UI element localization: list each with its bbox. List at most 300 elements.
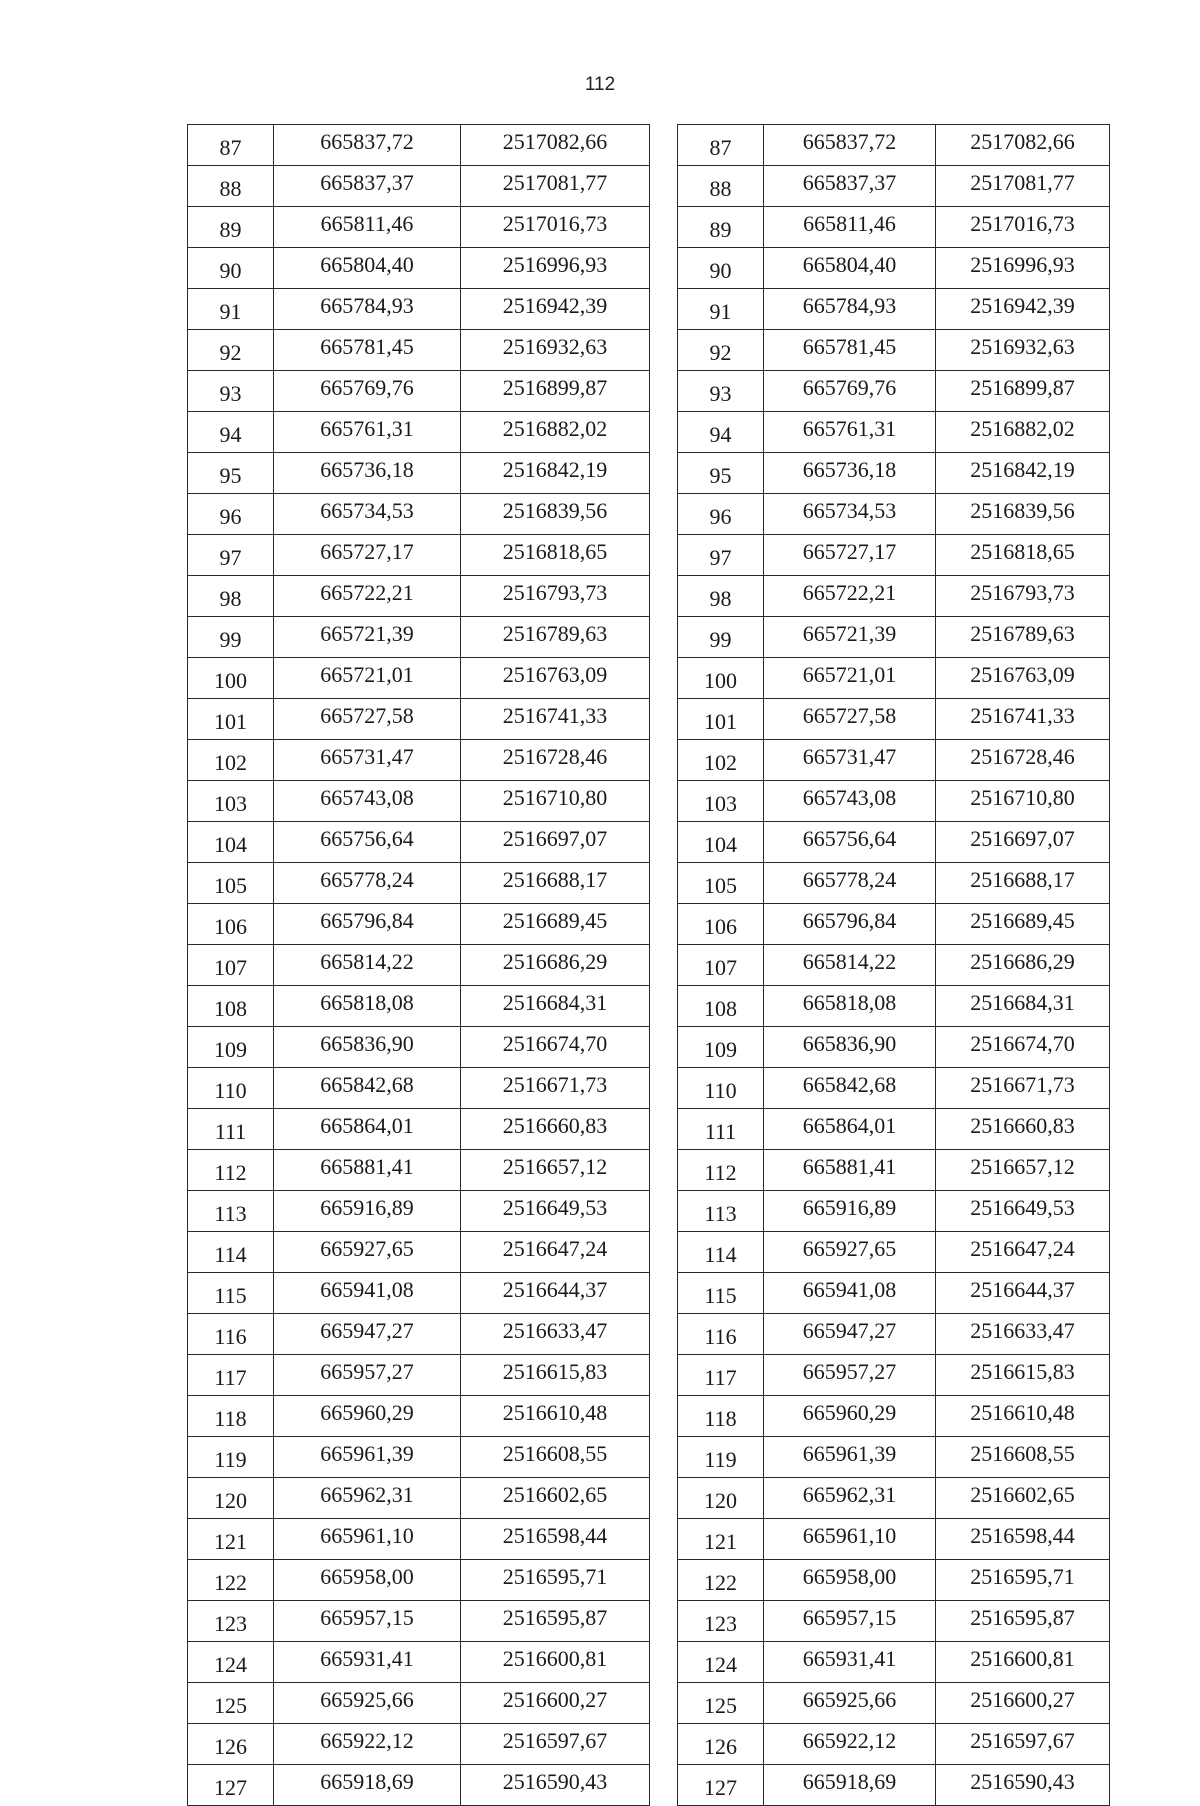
y-coordinate-cell: 2516684,31 bbox=[936, 986, 1110, 1027]
x-coordinate-cell: 665818,08 bbox=[274, 986, 461, 1027]
table-row bbox=[678, 166, 1110, 207]
y-coordinate-cell: 2516899,87 bbox=[461, 371, 650, 412]
y-coordinate-cell: 2516789,63 bbox=[461, 617, 650, 658]
table-row bbox=[678, 535, 1110, 576]
y-coordinate-cell: 2516600,27 bbox=[936, 1683, 1110, 1724]
point-number-cell: 115 bbox=[188, 1273, 274, 1314]
x-coordinate-cell: 665918,69 bbox=[274, 1765, 461, 1806]
point-number-cell: 113 bbox=[188, 1191, 274, 1232]
y-coordinate-cell: 2516882,02 bbox=[461, 412, 650, 453]
table-row bbox=[188, 1150, 650, 1191]
y-coordinate-cell: 2516598,44 bbox=[936, 1519, 1110, 1560]
x-coordinate-cell: 665947,27 bbox=[274, 1314, 461, 1355]
x-coordinate-cell: 665734,53 bbox=[764, 494, 936, 535]
point-number-cell: 116 bbox=[678, 1314, 764, 1355]
y-coordinate-cell: 2516595,71 bbox=[936, 1560, 1110, 1601]
point-number-cell: 87 bbox=[678, 125, 764, 166]
y-coordinate-cell: 2516697,07 bbox=[936, 822, 1110, 863]
y-coordinate-cell: 2516818,65 bbox=[936, 535, 1110, 576]
x-coordinate-cell: 665931,41 bbox=[764, 1642, 936, 1683]
point-number-cell: 95 bbox=[678, 453, 764, 494]
x-coordinate-cell: 665961,10 bbox=[764, 1519, 936, 1560]
y-coordinate-cell: 2516600,81 bbox=[936, 1642, 1110, 1683]
x-coordinate-cell: 665781,45 bbox=[274, 330, 461, 371]
x-coordinate-cell: 665960,29 bbox=[764, 1396, 936, 1437]
table-row bbox=[678, 1478, 1110, 1519]
table-row bbox=[678, 1601, 1110, 1642]
x-coordinate-cell: 665796,84 bbox=[764, 904, 936, 945]
y-coordinate-cell: 2516996,93 bbox=[936, 248, 1110, 289]
x-coordinate-cell: 665941,08 bbox=[274, 1273, 461, 1314]
y-coordinate-cell: 2517082,66 bbox=[936, 125, 1110, 166]
x-coordinate-cell: 665864,01 bbox=[764, 1109, 936, 1150]
x-coordinate-cell: 665916,89 bbox=[274, 1191, 461, 1232]
y-coordinate-cell: 2516842,19 bbox=[936, 453, 1110, 494]
table-row bbox=[678, 1560, 1110, 1601]
point-number-cell: 124 bbox=[678, 1642, 764, 1683]
x-coordinate-cell: 665756,64 bbox=[274, 822, 461, 863]
table-row bbox=[188, 371, 650, 412]
table-row bbox=[678, 1724, 1110, 1765]
point-number-cell: 90 bbox=[678, 248, 764, 289]
table-row bbox=[188, 248, 650, 289]
x-coordinate-cell: 665721,39 bbox=[764, 617, 936, 658]
point-number-cell: 118 bbox=[188, 1396, 274, 1437]
y-coordinate-cell: 2516686,29 bbox=[936, 945, 1110, 986]
coordinates-table-body bbox=[678, 125, 1110, 1806]
table-row bbox=[678, 1027, 1110, 1068]
table-row bbox=[188, 699, 650, 740]
y-coordinate-cell: 2516633,47 bbox=[461, 1314, 650, 1355]
table-row bbox=[188, 1642, 650, 1683]
point-number-cell: 100 bbox=[678, 658, 764, 699]
x-coordinate-cell: 665811,46 bbox=[274, 207, 461, 248]
point-number-cell: 104 bbox=[678, 822, 764, 863]
table-row bbox=[188, 1355, 650, 1396]
y-coordinate-cell: 2516674,70 bbox=[936, 1027, 1110, 1068]
x-coordinate-cell: 665842,68 bbox=[274, 1068, 461, 1109]
table-row bbox=[678, 1191, 1110, 1232]
y-coordinate-cell: 2516615,83 bbox=[461, 1355, 650, 1396]
y-coordinate-cell: 2516649,53 bbox=[936, 1191, 1110, 1232]
x-coordinate-cell: 665881,41 bbox=[274, 1150, 461, 1191]
point-number-cell: 117 bbox=[188, 1355, 274, 1396]
y-coordinate-cell: 2516597,67 bbox=[461, 1724, 650, 1765]
point-number-cell: 88 bbox=[678, 166, 764, 207]
point-number-cell: 113 bbox=[678, 1191, 764, 1232]
x-coordinate-cell: 665731,47 bbox=[274, 740, 461, 781]
y-coordinate-cell: 2516839,56 bbox=[936, 494, 1110, 535]
x-coordinate-cell: 665958,00 bbox=[764, 1560, 936, 1601]
point-number-cell: 124 bbox=[188, 1642, 274, 1683]
x-coordinate-cell: 665925,66 bbox=[274, 1683, 461, 1724]
y-coordinate-cell: 2516789,63 bbox=[936, 617, 1110, 658]
y-coordinate-cell: 2516598,44 bbox=[461, 1519, 650, 1560]
x-coordinate-cell: 665778,24 bbox=[764, 863, 936, 904]
y-coordinate-cell: 2516644,37 bbox=[461, 1273, 650, 1314]
x-coordinate-cell: 665837,37 bbox=[764, 166, 936, 207]
y-coordinate-cell: 2516633,47 bbox=[936, 1314, 1110, 1355]
point-number-cell: 97 bbox=[188, 535, 274, 576]
table-row bbox=[678, 863, 1110, 904]
point-number-cell: 101 bbox=[188, 699, 274, 740]
table-row bbox=[678, 1437, 1110, 1478]
table-row bbox=[678, 904, 1110, 945]
y-coordinate-cell: 2516644,37 bbox=[936, 1273, 1110, 1314]
table-row bbox=[188, 945, 650, 986]
y-coordinate-cell: 2516600,27 bbox=[461, 1683, 650, 1724]
point-number-cell: 127 bbox=[188, 1765, 274, 1806]
point-number-cell: 94 bbox=[188, 412, 274, 453]
table-row bbox=[678, 781, 1110, 822]
table-row bbox=[678, 1683, 1110, 1724]
x-coordinate-cell: 665957,27 bbox=[764, 1355, 936, 1396]
point-number-cell: 119 bbox=[678, 1437, 764, 1478]
y-coordinate-cell: 2516657,12 bbox=[936, 1150, 1110, 1191]
table-row bbox=[188, 1068, 650, 1109]
x-coordinate-cell: 665722,21 bbox=[764, 576, 936, 617]
point-number-cell: 105 bbox=[188, 863, 274, 904]
x-coordinate-cell: 665922,12 bbox=[274, 1724, 461, 1765]
x-coordinate-cell: 665837,37 bbox=[274, 166, 461, 207]
y-coordinate-cell: 2516689,45 bbox=[461, 904, 650, 945]
point-number-cell: 108 bbox=[678, 986, 764, 1027]
point-number-cell: 107 bbox=[678, 945, 764, 986]
point-number-cell: 120 bbox=[188, 1478, 274, 1519]
table-row bbox=[188, 166, 650, 207]
point-number-cell: 121 bbox=[188, 1519, 274, 1560]
table-row bbox=[678, 1642, 1110, 1683]
point-number-cell: 96 bbox=[678, 494, 764, 535]
point-number-cell: 122 bbox=[188, 1560, 274, 1601]
table-row bbox=[678, 945, 1110, 986]
table-row bbox=[678, 1396, 1110, 1437]
table-row bbox=[188, 1519, 650, 1560]
point-number-cell: 87 bbox=[188, 125, 274, 166]
table-row bbox=[188, 494, 650, 535]
table-row bbox=[678, 1273, 1110, 1314]
coordinates-table-right bbox=[677, 124, 1110, 1806]
point-number-cell: 93 bbox=[188, 371, 274, 412]
point-number-cell: 125 bbox=[678, 1683, 764, 1724]
x-coordinate-cell: 665962,31 bbox=[764, 1478, 936, 1519]
y-coordinate-cell: 2516710,80 bbox=[461, 781, 650, 822]
point-number-cell: 121 bbox=[678, 1519, 764, 1560]
y-coordinate-cell: 2516899,87 bbox=[936, 371, 1110, 412]
x-coordinate-cell: 665962,31 bbox=[274, 1478, 461, 1519]
point-number-cell: 93 bbox=[678, 371, 764, 412]
table-row bbox=[678, 1314, 1110, 1355]
point-number-cell: 123 bbox=[188, 1601, 274, 1642]
y-coordinate-cell: 2517016,73 bbox=[461, 207, 650, 248]
y-coordinate-cell: 2516942,39 bbox=[936, 289, 1110, 330]
y-coordinate-cell: 2516839,56 bbox=[461, 494, 650, 535]
y-coordinate-cell: 2516595,71 bbox=[461, 1560, 650, 1601]
point-number-cell: 91 bbox=[678, 289, 764, 330]
x-coordinate-cell: 665784,93 bbox=[764, 289, 936, 330]
x-coordinate-cell: 665941,08 bbox=[764, 1273, 936, 1314]
table-row bbox=[188, 330, 650, 371]
y-coordinate-cell: 2516741,33 bbox=[461, 699, 650, 740]
x-coordinate-cell: 665814,22 bbox=[764, 945, 936, 986]
x-coordinate-cell: 665804,40 bbox=[764, 248, 936, 289]
table-row bbox=[188, 986, 650, 1027]
y-coordinate-cell: 2516590,43 bbox=[936, 1765, 1110, 1806]
table-row bbox=[678, 658, 1110, 699]
y-coordinate-cell: 2516728,46 bbox=[461, 740, 650, 781]
x-coordinate-cell: 665769,76 bbox=[764, 371, 936, 412]
point-number-cell: 91 bbox=[188, 289, 274, 330]
x-coordinate-cell: 665864,01 bbox=[274, 1109, 461, 1150]
y-coordinate-cell: 2516763,09 bbox=[936, 658, 1110, 699]
x-coordinate-cell: 665727,58 bbox=[764, 699, 936, 740]
y-coordinate-cell: 2516610,48 bbox=[936, 1396, 1110, 1437]
table-row bbox=[188, 207, 650, 248]
x-coordinate-cell: 665842,68 bbox=[764, 1068, 936, 1109]
y-coordinate-cell: 2516688,17 bbox=[936, 863, 1110, 904]
y-coordinate-cell: 2516610,48 bbox=[461, 1396, 650, 1437]
point-number-cell: 95 bbox=[188, 453, 274, 494]
x-coordinate-cell: 665947,27 bbox=[764, 1314, 936, 1355]
point-number-cell: 127 bbox=[678, 1765, 764, 1806]
point-number-cell: 110 bbox=[188, 1068, 274, 1109]
table-row bbox=[188, 1724, 650, 1765]
table-row bbox=[678, 986, 1110, 1027]
point-number-cell: 92 bbox=[188, 330, 274, 371]
x-coordinate-cell: 665784,93 bbox=[274, 289, 461, 330]
y-coordinate-cell: 2516741,33 bbox=[936, 699, 1110, 740]
y-coordinate-cell: 2516686,29 bbox=[461, 945, 650, 986]
point-number-cell: 119 bbox=[188, 1437, 274, 1478]
x-coordinate-cell: 665958,00 bbox=[274, 1560, 461, 1601]
table-row bbox=[188, 1273, 650, 1314]
table-row bbox=[188, 535, 650, 576]
x-coordinate-cell: 665837,72 bbox=[764, 125, 936, 166]
point-number-cell: 109 bbox=[678, 1027, 764, 1068]
y-coordinate-cell: 2516689,45 bbox=[936, 904, 1110, 945]
table-row bbox=[678, 412, 1110, 453]
x-coordinate-cell: 665731,47 bbox=[764, 740, 936, 781]
x-coordinate-cell: 665721,01 bbox=[274, 658, 461, 699]
y-coordinate-cell: 2516932,63 bbox=[461, 330, 650, 371]
point-number-cell: 89 bbox=[678, 207, 764, 248]
table-row bbox=[188, 1765, 650, 1806]
y-coordinate-cell: 2516710,80 bbox=[936, 781, 1110, 822]
table-row bbox=[678, 740, 1110, 781]
table-row bbox=[678, 289, 1110, 330]
y-coordinate-cell: 2516728,46 bbox=[936, 740, 1110, 781]
y-coordinate-cell: 2516818,65 bbox=[461, 535, 650, 576]
table-row bbox=[188, 1027, 650, 1068]
y-coordinate-cell: 2516600,81 bbox=[461, 1642, 650, 1683]
y-coordinate-cell: 2516602,65 bbox=[936, 1478, 1110, 1519]
table-row bbox=[678, 1355, 1110, 1396]
table-row bbox=[678, 822, 1110, 863]
x-coordinate-cell: 665960,29 bbox=[274, 1396, 461, 1437]
table-row bbox=[678, 453, 1110, 494]
table-row bbox=[188, 412, 650, 453]
x-coordinate-cell: 665736,18 bbox=[764, 453, 936, 494]
x-coordinate-cell: 665761,31 bbox=[764, 412, 936, 453]
table-row bbox=[188, 658, 650, 699]
point-number-cell: 122 bbox=[678, 1560, 764, 1601]
point-number-cell: 102 bbox=[678, 740, 764, 781]
x-coordinate-cell: 665727,58 bbox=[274, 699, 461, 740]
y-coordinate-cell: 2516671,73 bbox=[936, 1068, 1110, 1109]
x-coordinate-cell: 665957,15 bbox=[274, 1601, 461, 1642]
y-coordinate-cell: 2517016,73 bbox=[936, 207, 1110, 248]
point-number-cell: 94 bbox=[678, 412, 764, 453]
point-number-cell: 126 bbox=[188, 1724, 274, 1765]
x-coordinate-cell: 665881,41 bbox=[764, 1150, 936, 1191]
x-coordinate-cell: 665916,89 bbox=[764, 1191, 936, 1232]
y-coordinate-cell: 2516657,12 bbox=[461, 1150, 650, 1191]
table-row bbox=[678, 371, 1110, 412]
y-coordinate-cell: 2516595,87 bbox=[936, 1601, 1110, 1642]
point-number-cell: 92 bbox=[678, 330, 764, 371]
point-number-cell: 110 bbox=[678, 1068, 764, 1109]
x-coordinate-cell: 665931,41 bbox=[274, 1642, 461, 1683]
x-coordinate-cell: 665769,76 bbox=[274, 371, 461, 412]
y-coordinate-cell: 2516597,67 bbox=[936, 1724, 1110, 1765]
table-row bbox=[188, 822, 650, 863]
point-number-cell: 89 bbox=[188, 207, 274, 248]
page-number: 112 bbox=[584, 74, 616, 95]
point-number-cell: 111 bbox=[678, 1109, 764, 1150]
coordinates-table-body bbox=[188, 125, 650, 1806]
table-row bbox=[678, 576, 1110, 617]
table-row bbox=[188, 289, 650, 330]
y-coordinate-cell: 2516590,43 bbox=[461, 1765, 650, 1806]
y-coordinate-cell: 2516647,24 bbox=[461, 1232, 650, 1273]
x-coordinate-cell: 665761,31 bbox=[274, 412, 461, 453]
point-number-cell: 118 bbox=[678, 1396, 764, 1437]
point-number-cell: 114 bbox=[188, 1232, 274, 1273]
x-coordinate-cell: 665721,01 bbox=[764, 658, 936, 699]
y-coordinate-cell: 2517082,66 bbox=[461, 125, 650, 166]
y-coordinate-cell: 2516932,63 bbox=[936, 330, 1110, 371]
point-number-cell: 96 bbox=[188, 494, 274, 535]
y-coordinate-cell: 2516842,19 bbox=[461, 453, 650, 494]
y-coordinate-cell: 2516793,73 bbox=[461, 576, 650, 617]
y-coordinate-cell: 2516942,39 bbox=[461, 289, 650, 330]
table-row bbox=[188, 576, 650, 617]
table-row bbox=[188, 1109, 650, 1150]
x-coordinate-cell: 665722,21 bbox=[274, 576, 461, 617]
x-coordinate-cell: 665927,65 bbox=[274, 1232, 461, 1273]
table-row bbox=[188, 1314, 650, 1355]
x-coordinate-cell: 665818,08 bbox=[764, 986, 936, 1027]
table-row bbox=[678, 617, 1110, 658]
table-row bbox=[188, 740, 650, 781]
table-row bbox=[678, 330, 1110, 371]
x-coordinate-cell: 665778,24 bbox=[274, 863, 461, 904]
point-number-cell: 99 bbox=[188, 617, 274, 658]
y-coordinate-cell: 2516671,73 bbox=[461, 1068, 650, 1109]
y-coordinate-cell: 2516684,31 bbox=[461, 986, 650, 1027]
coordinates-table-left bbox=[187, 124, 650, 1806]
x-coordinate-cell: 665743,08 bbox=[274, 781, 461, 822]
point-number-cell: 88 bbox=[188, 166, 274, 207]
y-coordinate-cell: 2516660,83 bbox=[936, 1109, 1110, 1150]
table-row bbox=[188, 781, 650, 822]
point-number-cell: 99 bbox=[678, 617, 764, 658]
table-row bbox=[678, 494, 1110, 535]
x-coordinate-cell: 665811,46 bbox=[764, 207, 936, 248]
point-number-cell: 108 bbox=[188, 986, 274, 1027]
y-coordinate-cell: 2516608,55 bbox=[936, 1437, 1110, 1478]
x-coordinate-cell: 665957,27 bbox=[274, 1355, 461, 1396]
point-number-cell: 125 bbox=[188, 1683, 274, 1724]
point-number-cell: 112 bbox=[188, 1150, 274, 1191]
x-coordinate-cell: 665836,90 bbox=[274, 1027, 461, 1068]
table-row bbox=[188, 863, 650, 904]
table-row bbox=[188, 1232, 650, 1273]
point-number-cell: 105 bbox=[678, 863, 764, 904]
point-number-cell: 123 bbox=[678, 1601, 764, 1642]
table-row bbox=[188, 1437, 650, 1478]
table-row bbox=[188, 904, 650, 945]
table-row bbox=[188, 1396, 650, 1437]
y-coordinate-cell: 2516595,87 bbox=[461, 1601, 650, 1642]
x-coordinate-cell: 665836,90 bbox=[764, 1027, 936, 1068]
point-number-cell: 117 bbox=[678, 1355, 764, 1396]
x-coordinate-cell: 665727,17 bbox=[274, 535, 461, 576]
point-number-cell: 120 bbox=[678, 1478, 764, 1519]
x-coordinate-cell: 665756,64 bbox=[764, 822, 936, 863]
x-coordinate-cell: 665927,65 bbox=[764, 1232, 936, 1273]
table-row bbox=[678, 1109, 1110, 1150]
point-number-cell: 103 bbox=[188, 781, 274, 822]
x-coordinate-cell: 665922,12 bbox=[764, 1724, 936, 1765]
x-coordinate-cell: 665957,15 bbox=[764, 1601, 936, 1642]
y-coordinate-cell: 2516674,70 bbox=[461, 1027, 650, 1068]
y-coordinate-cell: 2517081,77 bbox=[461, 166, 650, 207]
y-coordinate-cell: 2516793,73 bbox=[936, 576, 1110, 617]
x-coordinate-cell: 665781,45 bbox=[764, 330, 936, 371]
point-number-cell: 101 bbox=[678, 699, 764, 740]
table-row bbox=[678, 1232, 1110, 1273]
point-number-cell: 114 bbox=[678, 1232, 764, 1273]
table-row bbox=[678, 207, 1110, 248]
point-number-cell: 98 bbox=[678, 576, 764, 617]
point-number-cell: 111 bbox=[188, 1109, 274, 1150]
table-row bbox=[678, 248, 1110, 289]
point-number-cell: 115 bbox=[678, 1273, 764, 1314]
x-coordinate-cell: 665734,53 bbox=[274, 494, 461, 535]
point-number-cell: 116 bbox=[188, 1314, 274, 1355]
table-row bbox=[188, 1478, 650, 1519]
point-number-cell: 126 bbox=[678, 1724, 764, 1765]
point-number-cell: 102 bbox=[188, 740, 274, 781]
point-number-cell: 112 bbox=[678, 1150, 764, 1191]
x-coordinate-cell: 665804,40 bbox=[274, 248, 461, 289]
y-coordinate-cell: 2516608,55 bbox=[461, 1437, 650, 1478]
point-number-cell: 106 bbox=[188, 904, 274, 945]
y-coordinate-cell: 2517081,77 bbox=[936, 166, 1110, 207]
table-row bbox=[188, 453, 650, 494]
y-coordinate-cell: 2516647,24 bbox=[936, 1232, 1110, 1273]
y-coordinate-cell: 2516660,83 bbox=[461, 1109, 650, 1150]
y-coordinate-cell: 2516649,53 bbox=[461, 1191, 650, 1232]
point-number-cell: 97 bbox=[678, 535, 764, 576]
x-coordinate-cell: 665961,39 bbox=[764, 1437, 936, 1478]
table-row bbox=[188, 1601, 650, 1642]
table-row bbox=[678, 1765, 1110, 1806]
point-number-cell: 103 bbox=[678, 781, 764, 822]
y-coordinate-cell: 2516602,65 bbox=[461, 1478, 650, 1519]
table-row bbox=[678, 1150, 1110, 1191]
